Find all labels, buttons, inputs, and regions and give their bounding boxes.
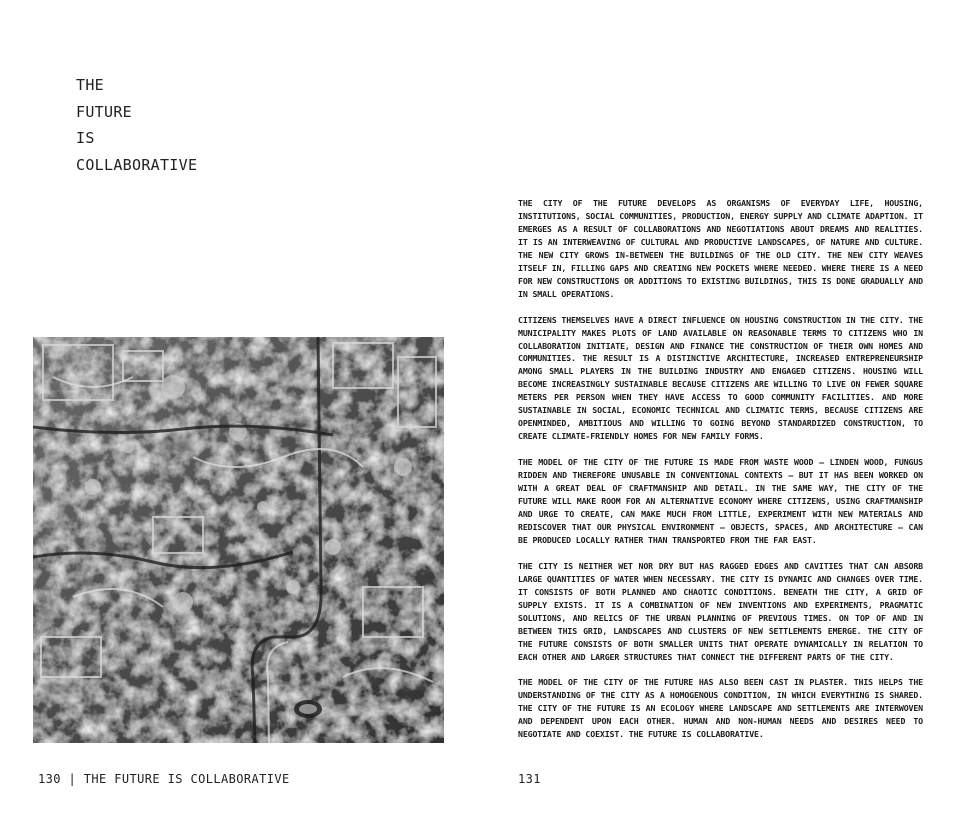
title-line: THE (76, 76, 104, 94)
chapter-title (76, 72, 197, 179)
body-paragraph: THE MODEL OF THE CITY OF THE FUTURE IS MADE FROM WASTE WOOD – LINDEN WOOD, FUNGUS RIDDEN AND THEREFORE UNUSABLE IN CONVENTIONAL CONTEXTS – BUT IT HAS BEEN WORKED ON WITH A GREAT DEAL OF CRAFTMANSHIP AND DETAIL. IN THE SAME WAY, THE CITY OF THE FUTURE WILL MAKE ROOM FOR AN ALTERNATIVE ECONOMY WHERE CITIZENS, USING CRAFTMANSHIP AND URGE TO CREATE, CAN MAKE MUCH FROM LITTLE, EXPERIMENT WITH NEW MATERIALS AND REDISCOVER THAT OUR PHYSICAL ENVIRONMENT – OBJECTS, SPACES, AND ARCHITECTURE – CAN BE PRODUCED LOCALLY RATHER THAN TRANSPORTED FROM THE FAR EAST. (518, 457, 923, 545)
body-paragraph: THE MODEL OF THE CITY OF THE FUTURE HAS ALSO BEEN CAST IN PLASTER. THIS HELPS THE UNDERSTANDING OF THE CITY AS A HOMOGENOUS CONDITION, IN WHICH EVERYTHING IS SHARED. THE CITY OF THE FUTURE IS AN ECOLOGY WHERE LANDSCAPE AND SETTLEMENTS ARE INTERWOVEN AND DEPENDENT UPON EACH OTHER. HUMAN AND NON-HUMAN NEEDS AND DESIRES NEED TO NEGOTIATE AND COEXIST. THE FUTURE IS COLLABORATIVE. (518, 677, 923, 740)
plaster-model-photo (33, 337, 444, 743)
body-paragraph: THE CITY OF THE FUTURE DEVELOPS AS ORGANISMS OF EVERYDAY LIFE, HOUSING, INSTITUTIONS, SOCIAL COMMUNITIES, PRODUCTION, ENERGY SUPPLY AND CLIMATE ADAPTION. IT EMERGES AS A RESULT OF COLLABORATIONS AND NEGOTIATIONS ABOUT DREAMS AND REALITIES. IT IS AN INTERWEAVING OF CULTURAL AND PRODUCTIVE LANDSCAPES, OF NATURE AND CULTURE. THE NEW CITY GROWS IN-BETWEEN THE BUILDINGS OF THE OLD CITY. THE NEW CITY WEAVES ITSELF IN, FILLING GAPS AND CREATING NEW POCKETS WHERE NEEDED. WHERE THERE IS A NEED FOR NEW CONSTRUCTIONS OR ADDITIONS TO EXISTING BUILDINGS, THIS IS DONE GRADUALLY AND IN SMALL OPERATIONS. (518, 198, 923, 299)
body-text-column (518, 197, 923, 754)
right-page-number: 131 (518, 772, 541, 786)
left-page-footer: 130 | THE FUTURE IS COLLABORATIVE (38, 772, 290, 786)
body-paragraph: CITIZENS THEMSELVES HAVE A DIRECT INFLUENCE ON HOUSING CONSTRUCTION IN THE CITY. THE MUNICIPALITY MAKES PLOTS OF LAND AVAILABLE ON REASONABLE TERMS TO CITIZENS WHO IN COLLABORATION INITIATE, DESIGN AND FINANCE THE CONSTRUCTION OF THEIR OWN HOMES AND COMMUNITIES. THE RESULT IS A DISTINCTIVE ARCHITECTURE, INCREASED ENTREPRENEURSHIP AMONG SMALL PLAYERS IN THE BUILDING INDUSTRY AND ENGAGED CITIZENS. HOUSING WILL BECOME INCREASINGLY SUSTAINABLE BECAUSE CITIZENS ARE WILLING TO LIVE ON FEWER SQUARE METERS PER PERSON WHEN THEY HAVE ACCESS TO GOOD COMMUNITY FACILITIES. AND MORE SUSTAINABLE IN SOCIAL, ECONOMIC TECHNICAL AND CLIMATIC TERMS, BECAUSE CITIZENS ARE OPENMINDED, AMBITIOUS AND WILLING TO GOING BEYOND STANDARDIZED CONSTRUCTION, TO CREATE CLIMATE-FRIENDLY HOMES FOR NEW FAMILY FORMS. (518, 314, 923, 442)
title-line: COLLABORATIVE (76, 156, 198, 175)
title-line: IS (76, 129, 95, 148)
body-paragraph: THE CITY IS NEITHER WET NOR DRY BUT HAS RAGGED EDGES AND CAVITIES THAT CAN ABSORB LARGE QUANTITIES OF WATER WHEN NECESSARY. THE CITY IS DYNAMIC AND CHANGES OVER TIME. IT CONSISTS OF BOTH PLANNED AND CHAOTIC CONDITIONS. BENEATH THE CITY, A GRID OF SUPPLY EXISTS. IT IS A COMBINATION OF NEW INVENTIONS AND EXPERIMENTS, PRAGMATIC SOLUTIONS, AND RELICS OF THE URBAN PLANNING OF PREVIOUS TIMES. ON TOP OF AND IN BETWEEN THIS GRID, LANDSCAPES AND CLUSTERS OF NEW SETTLEMENTS EMERGE. THE CITY OF THE FUTURE CONSISTS OF BOTH SMALLER UNITS THAT OPERATE DYNAMICALLY IN RELATION TO EACH OTHER AND LARGER STRUCTURES THAT CONNECT THE DIFFERENT PARTS OF THE CITY. (518, 560, 923, 662)
title-line: FUTURE (76, 102, 132, 121)
